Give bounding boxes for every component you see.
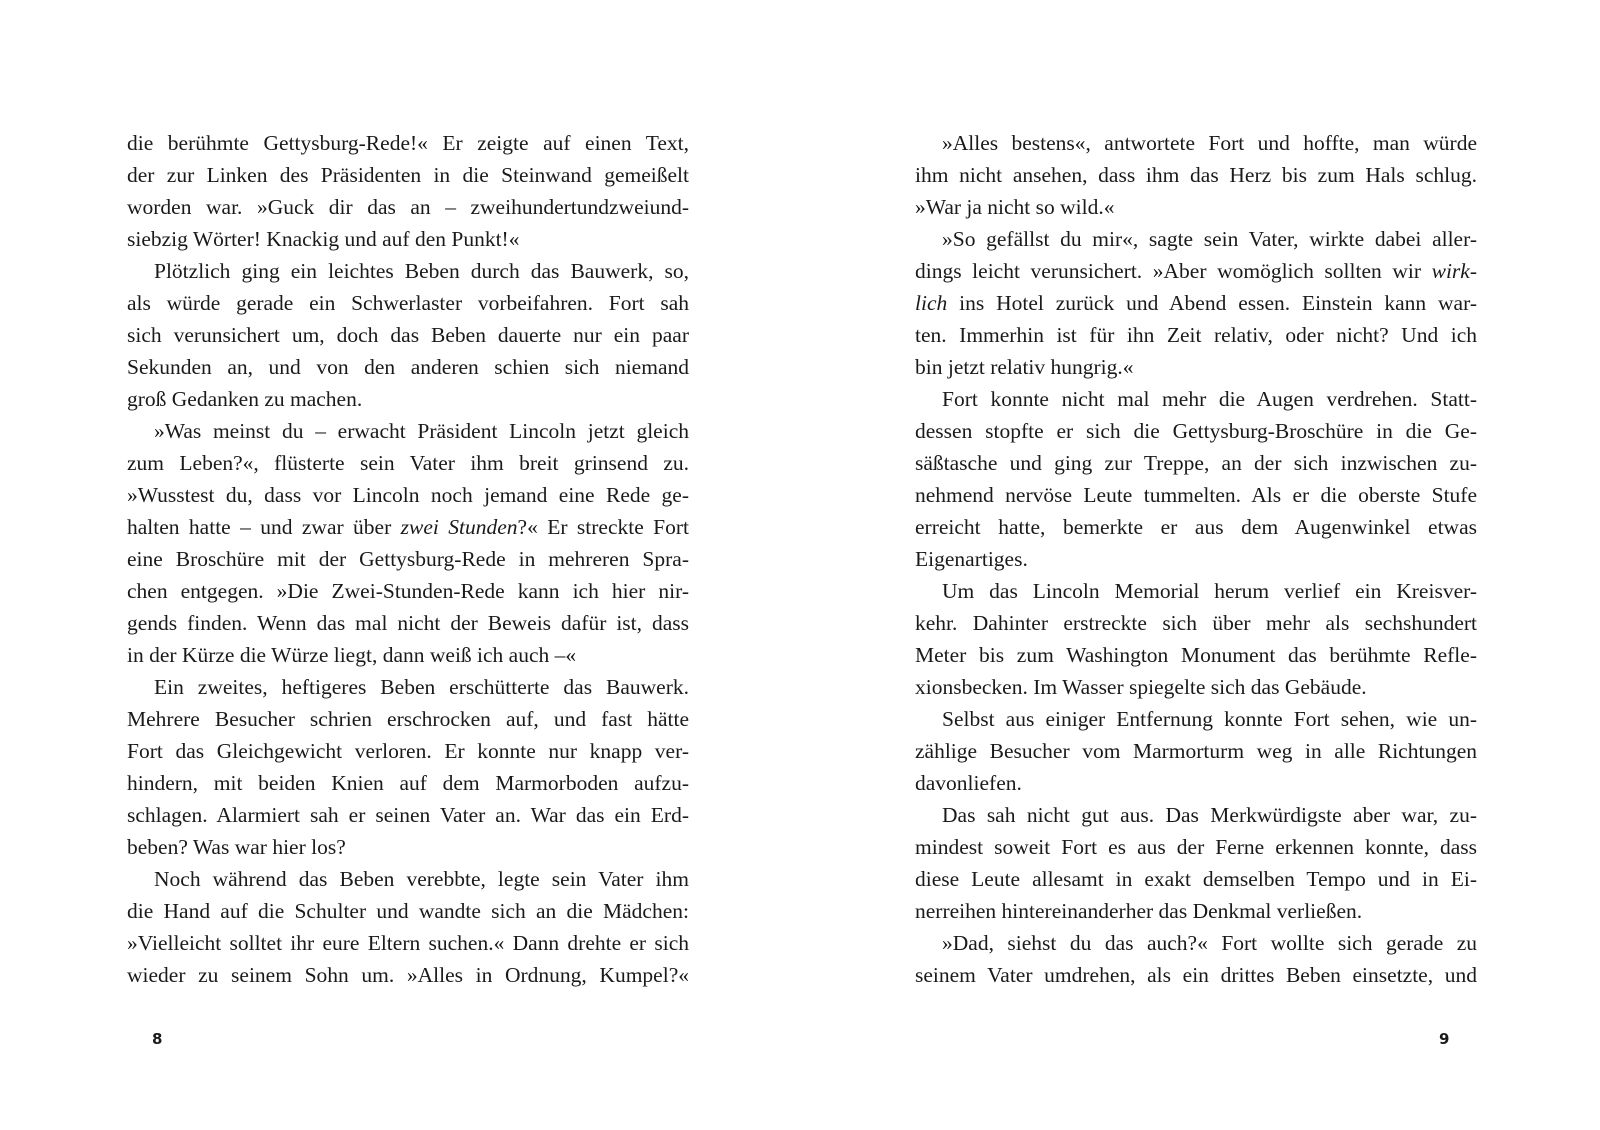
text-line: sich verunsichert um, doch das Beben dauerte nur ein paar: [127, 323, 689, 347]
text-line: beben? Was war hier los?: [127, 835, 346, 859]
text-line: Plötzlich ging ein leichtes Beben durch das Bauwerk, so,: [154, 259, 689, 283]
text-line: ten. Immerhin ist für ihn Zeit relativ, oder nicht? Und ich: [915, 323, 1477, 347]
text-line: säßtasche und ging zur Treppe, an der sich inzwischen zu-: [915, 451, 1477, 475]
text-segment: dings leicht verunsichert. »Aber womöglich sollten wir: [915, 259, 1432, 283]
text-line: wieder zu seinem Sohn um. »Alles in Ordnung, Kumpel?«: [127, 963, 689, 987]
italic-emphasis: lich: [915, 291, 948, 315]
text-line: »Wusstest du, dass vor Lincoln noch jemand eine Rede ge-: [127, 483, 689, 507]
text-line: »Alles bestens«, antwortete Fort und hoffte, man würde: [942, 131, 1477, 155]
page-number-right: 9: [1439, 1030, 1450, 1048]
text-line: nerreihen hintereinanderher das Denkmal verließen.: [915, 899, 1363, 923]
text-line: »Was meinst du – erwacht Präsident Lincoln jetzt gleich: [154, 419, 689, 443]
text-line: xionsbecken. Im Wasser spiegelte sich das Gebäude.: [915, 675, 1367, 699]
text-line: seinem Vater umdrehen, als ein drittes Beben einsetzte, und: [915, 963, 1477, 987]
italic-emphasis: zwei Stunden: [400, 515, 518, 539]
text-line: davonliefen.: [915, 771, 1022, 795]
text-line: hindern, mit beiden Knien auf dem Marmorboden aufzu-: [127, 771, 689, 795]
text-line: »Vielleicht solltet ihr eure Eltern suchen.« Dann drehte er sich: [127, 931, 689, 955]
text-line: groß Gedanken zu machen.: [127, 387, 363, 411]
text-line: Fort das Gleichgewicht verloren. Er konnte nur knapp ver-: [127, 739, 689, 763]
text-line: Meter bis zum Washington Monument das berühmte Refle-: [915, 643, 1477, 667]
left-page-text: [127, 127, 689, 991]
text-line: der zur Linken des Präsidenten in die Steinwand gemeißelt: [127, 163, 689, 187]
text-line: zum Leben?«, flüsterte sein Vater ihm breit grinsend zu.: [127, 451, 689, 475]
text-line: die berühmte Gettysburg-Rede!« Er zeigte auf einen Text,: [127, 131, 689, 155]
text-line: erreicht hatte, bemerkte er aus dem Augenwinkel etwas: [915, 515, 1477, 539]
text-segment: halten hatte – und zwar über: [127, 515, 401, 539]
text-line: Selbst aus einiger Entfernung konnte Fort sehen, wie un-: [942, 707, 1477, 731]
text-line: gends finden. Wenn das mal nicht der Beweis dafür ist, dass: [127, 611, 689, 635]
text-line: als würde gerade ein Schwerlaster vorbeifahren. Fort sah: [127, 291, 689, 315]
text-line: bin jetzt relativ hungrig.«: [915, 355, 1134, 379]
text-line: mindest soweit Fort es aus der Ferne erkennen konnte, dass: [915, 835, 1477, 859]
text-line: Das sah nicht gut aus. Das Merkwürdigste aber war, zu-: [942, 803, 1477, 827]
text-line: kehr. Dahinter erstreckte sich über mehr als sechshundert: [915, 611, 1477, 635]
text-line: in der Kürze die Würze liegt, dann weiß ich auch –«: [127, 643, 577, 667]
text-line: eine Broschüre mit der Gettysburg-Rede in mehreren Spra-: [127, 547, 689, 571]
text-line: Um das Lincoln Memorial herum verlief ein Kreisver-: [942, 579, 1477, 603]
text-line: »War ja nicht so wild.«: [915, 195, 1115, 219]
text-line: schlagen. Alarmiert sah er seinen Vater an. War das ein Erd-: [127, 803, 689, 827]
right-page-text: [915, 127, 1477, 991]
text-line: Mehrere Besucher schrien erschrocken auf, und fast hätte: [127, 707, 689, 731]
text-line: [127, 511, 689, 543]
text-line: [915, 255, 1477, 287]
text-line: dessen stopfte er sich die Gettysburg-Broschüre in die Ge-: [915, 419, 1477, 443]
page-number-left: 8: [152, 1030, 163, 1048]
text-line: siebzig Wörter! Knackig und auf den Punkt!«: [127, 227, 520, 251]
text-line: Fort konnte nicht mal mehr die Augen verdrehen. Statt-: [942, 387, 1477, 411]
text-line: worden war. »Guck dir das an – zweihundertundzweiund-: [127, 195, 689, 219]
text-line: Ein zweites, heftigeres Beben erschütterte das Bauwerk.: [154, 675, 689, 699]
text-line: [915, 287, 1477, 319]
text-line: diese Leute allesamt in exakt demselben Tempo und in Ei-: [915, 867, 1477, 891]
text-line: »Dad, siehst du das auch?« Fort wollte sich gerade zu: [942, 931, 1477, 955]
text-line: ihm nicht ansehen, dass ihm das Herz bis zum Hals schlug.: [915, 163, 1477, 187]
text-line: zählige Besucher vom Marmorturm weg in alle Richtungen: [915, 739, 1477, 763]
text-line: nehmend nervöse Leute tummelten. Als er die oberste Stufe: [915, 483, 1477, 507]
text-line: Eigenartiges.: [915, 547, 1028, 571]
text-line: Sekunden an, und von den anderen schien sich niemand: [127, 355, 689, 379]
text-line: »So gefällst du mir«, sagte sein Vater, wirkte dabei aller-: [942, 227, 1477, 251]
text-line: Noch während das Beben verebbte, legte sein Vater ihm: [154, 867, 689, 891]
text-line: die Hand auf die Schulter und wandte sich an die Mädchen:: [127, 899, 689, 923]
text-segment: ins Hotel zurück und Abend essen. Einstein kann war-: [947, 291, 1477, 315]
text-line: chen entgegen. »Die Zwei-Stunden-Rede kann ich hier nir-: [127, 579, 689, 603]
italic-emphasis: wirk-: [1431, 259, 1477, 283]
text-segment: ?« Er streckte Fort: [517, 515, 690, 539]
